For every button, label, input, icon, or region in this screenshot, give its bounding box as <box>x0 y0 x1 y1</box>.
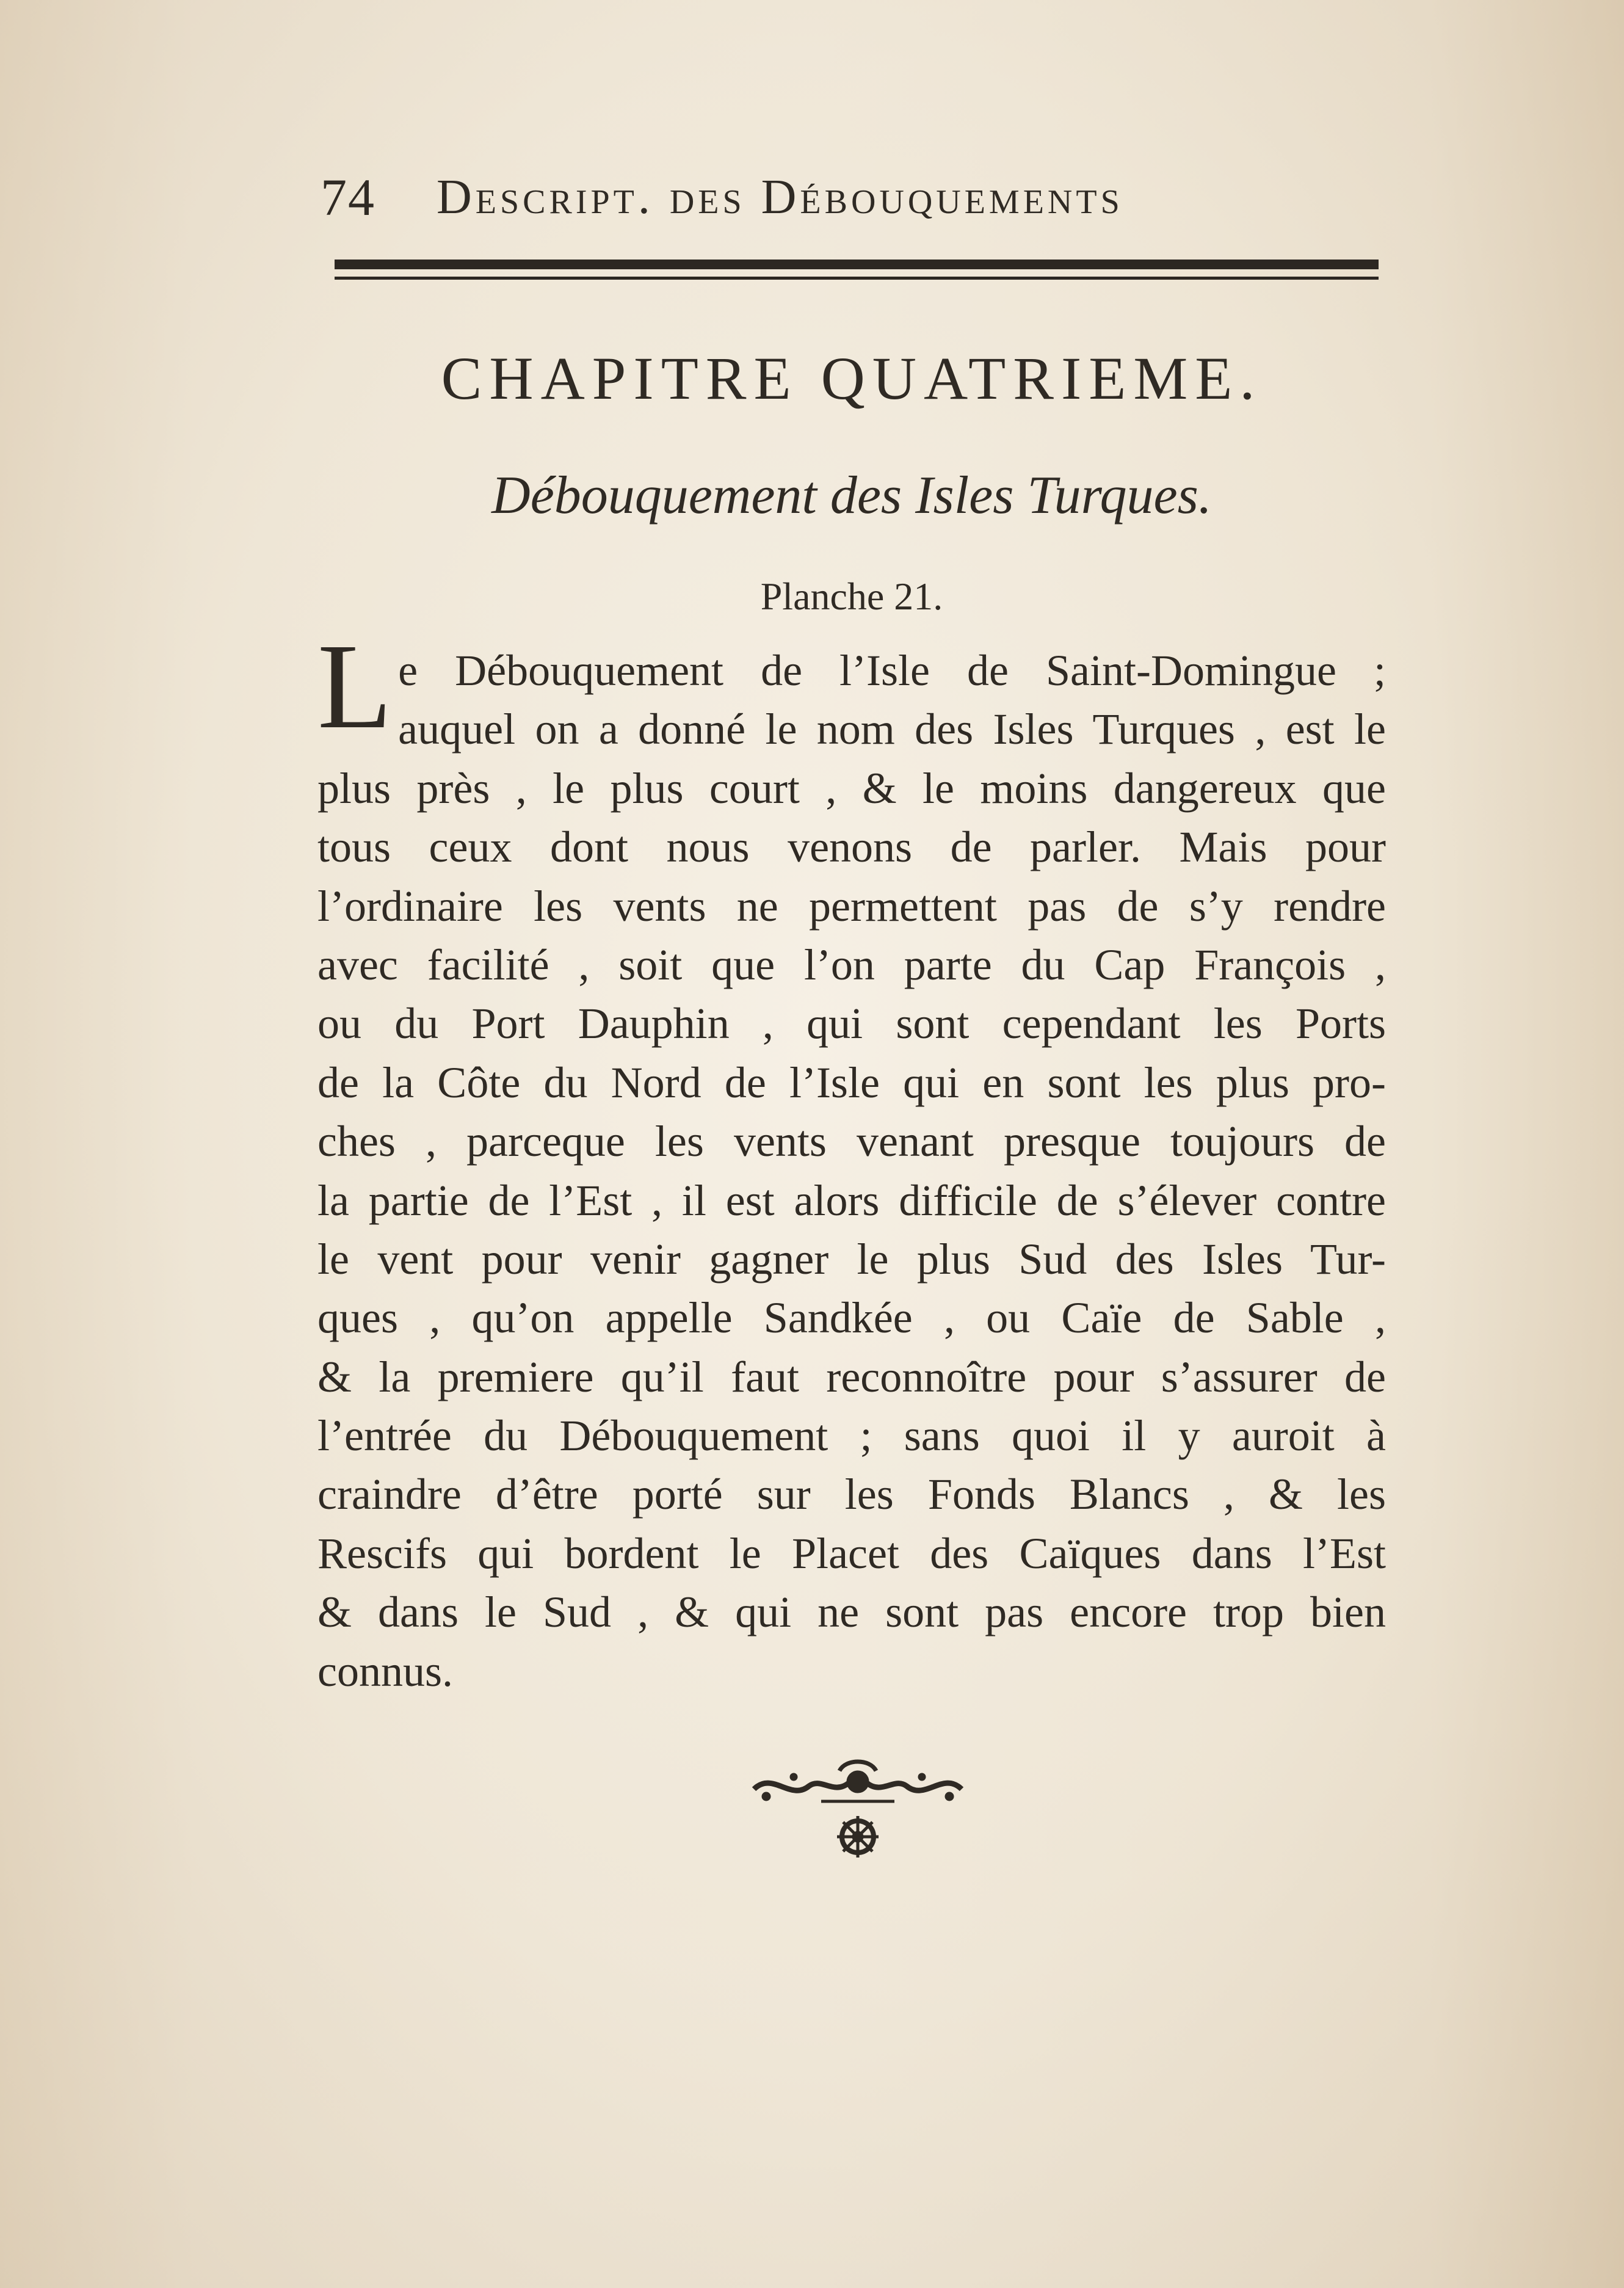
page-header <box>321 162 1383 229</box>
header-rule-thin <box>335 277 1379 280</box>
chapter-subtitle: Débouquement des Isles Turques. <box>491 466 1212 525</box>
text-line: auquel on a donné le nom des Isles Turques , est le <box>398 705 1386 754</box>
chapter-title: CHAPITRE QUATRIEME. <box>441 344 1263 412</box>
text-line: Rescifs qui bordent le Placet des Caïques dans l’Est <box>317 1528 1386 1578</box>
body-paragraph <box>317 619 1386 1701</box>
text-line: ches , parceque les vents venant presque toujours de <box>317 1117 1386 1166</box>
text-line: & la premiere qu’il faut reconnoître pour s’assurer de <box>317 1352 1386 1401</box>
text-line: l’entrée du Débouquement ; sans quoi il y auroit à <box>317 1411 1386 1461</box>
text-line: la partie de l’Est , il est alors difficile de s’élever contre <box>317 1175 1386 1225</box>
text-line: ou du Port Dauphin , qui sont cependant les Ports <box>317 999 1386 1048</box>
text-line: le vent pour venir gagner le plus Sud des Isles Tur- <box>317 1234 1386 1284</box>
plate-reference: Planche 21. <box>760 575 943 618</box>
text-line: tous ceux dont nous venons de parler. Mais pour <box>317 823 1386 872</box>
tailpiece-ornament-icon <box>748 1759 968 1869</box>
text-line: connus. <box>317 1646 453 1696</box>
running-title: Descript. des Débouquements <box>437 170 1123 224</box>
text-line: ques , qu’on appelle Sandkée , ou Caïe de Sable , <box>317 1293 1386 1343</box>
drop-cap: L <box>317 619 393 754</box>
header-rule-thick <box>335 260 1379 269</box>
text-line: l’ordinaire les vents ne permettent pas de s’y rendre <box>317 881 1386 931</box>
text-line: plus près , le plus court , & le moins dangereux que <box>317 763 1386 813</box>
text-line: de la Côte du Nord de l’Isle qui en sont les plus pro- <box>317 1058 1386 1107</box>
text-line: e Débouquement de l’Isle de Saint-Domingue ; <box>398 646 1386 695</box>
text-line: & dans le Sud , & qui ne sont pas encore trop bien <box>317 1588 1386 1637</box>
text-line: avec facilité , soit que l’on parte du Cap François , <box>317 940 1386 989</box>
text-line: craindre d’être porté sur les Fonds Blancs , & les <box>317 1470 1386 1519</box>
page-number: 74 <box>321 168 375 227</box>
